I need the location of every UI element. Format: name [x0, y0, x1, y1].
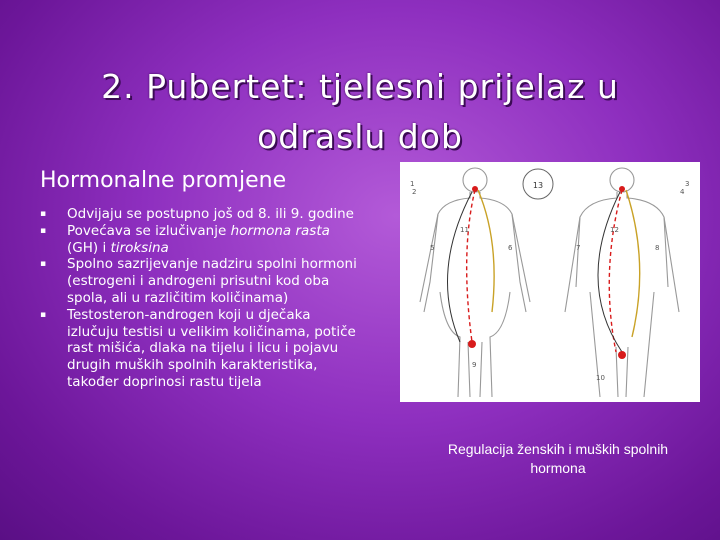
label-9: 9: [472, 361, 477, 369]
slide-title: [60, 62, 660, 162]
bullet-item-3: [40, 256, 360, 306]
bullet-list: [40, 206, 360, 391]
male-pathway-yellow: [626, 190, 640, 337]
bullet-text: Spolno sazrijevanje nadziru spolni hormoni (estrogeni i androgeni prisutni kod oba spola, ali u različitim količinama): [67, 256, 357, 306]
bullet-text-italic: hormona rasta: [230, 222, 330, 239]
bullet-text: Odvijaju se postupno još od 8. ili 9. godine: [67, 206, 354, 222]
label-5: 5: [430, 244, 435, 252]
label-8: 8: [655, 244, 660, 252]
male-arms: [565, 217, 679, 312]
title-line-2: odraslu dob: [257, 117, 463, 156]
caption-line-1: Regulacija ženskih i muških spolnih: [447, 441, 669, 457]
male-pituitary-icon: [619, 186, 625, 192]
ovary-icon: [468, 340, 476, 348]
female-pathway-black: [448, 192, 473, 342]
caption-line-2: hormona: [530, 460, 586, 476]
bullet-text-part: Povećava se izlučivanje: [67, 222, 231, 239]
label-4: 4: [680, 188, 685, 196]
bullet-marker: ▪: [40, 209, 47, 219]
hormone-regulation-figure: [400, 162, 700, 402]
bullet-item-2: [40, 223, 360, 257]
label-7: 7: [576, 244, 581, 252]
bullet-item-1: [40, 206, 360, 223]
section-subtitle: Hormonalne promjene: [40, 168, 287, 193]
male-pathway-black: [598, 192, 622, 352]
label-3: 3: [685, 180, 690, 188]
bullet-marker: ▪: [40, 259, 47, 270]
bullet-marker: ▪: [40, 225, 47, 236]
bullet-item-4: [40, 307, 360, 391]
bullet-text-part: (GH) i: [67, 239, 111, 256]
hormone-regulation-diagram: [400, 162, 700, 402]
bullet-text-italic: tiroksina: [110, 239, 169, 256]
label-10: 10: [596, 374, 605, 382]
label-12: 12: [610, 226, 619, 234]
figure-caption: [408, 440, 708, 478]
label-13: 13: [532, 181, 544, 190]
label-1: 1: [410, 180, 415, 188]
testis-icon: [618, 351, 626, 359]
title-line-1: 2. Pubertet: tjelesni prijelaz u: [101, 67, 619, 106]
female-pituitary-icon: [472, 186, 478, 192]
female-pathway-yellow: [478, 190, 494, 312]
male-pathway-red: [609, 190, 622, 352]
label-2: 2: [412, 188, 417, 196]
male-body-outline: [565, 168, 679, 397]
bullet-marker: ▪: [40, 309, 47, 320]
male-torso: [576, 192, 668, 287]
label-6: 6: [508, 244, 513, 252]
label-11: 11: [460, 226, 469, 234]
bullet-text: Testosteron-androgen koji u dječaka izlučuju testisi u velikim količinama, potiče rast mišića, dlaka na tijelu i licu i pojavu drugih muških spolnih karakteristika, također doprinosi rastu tijela: [67, 306, 356, 390]
female-pathway-red: [467, 190, 475, 342]
female-torso: [424, 192, 526, 312]
